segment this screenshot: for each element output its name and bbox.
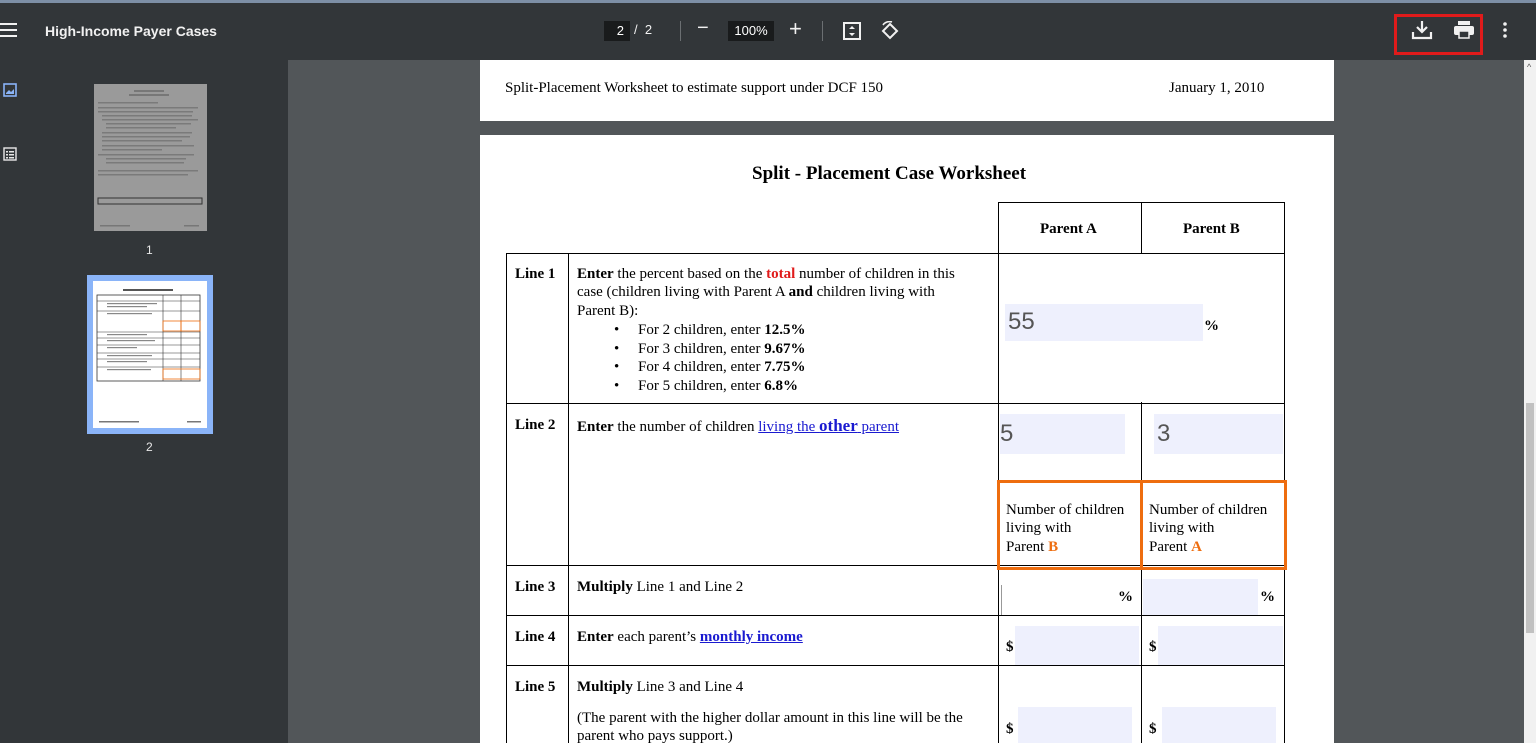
line-5-label: Line 5 bbox=[515, 679, 556, 695]
label-column-divider bbox=[568, 253, 569, 743]
thumbnail-sidebar bbox=[0, 60, 288, 743]
bullet-5-children: • For 5 children, enter 6.8% bbox=[577, 377, 805, 396]
document-viewport bbox=[288, 60, 1536, 743]
monthly-income-link[interactable]: monthly income bbox=[699, 629, 803, 645]
line-1-percent-field[interactable]: 55 bbox=[1005, 304, 1203, 341]
row-divider bbox=[506, 615, 1285, 616]
row-divider bbox=[506, 253, 1285, 254]
line-3-percent-sign-a: % bbox=[1118, 589, 1133, 605]
line-4-currency-a: $ bbox=[1006, 639, 1014, 655]
document-title: High-Income Payer Cases bbox=[45, 23, 217, 39]
line-4-parent-b-field[interactable] bbox=[1158, 626, 1283, 665]
table-left-border bbox=[506, 253, 507, 743]
page-number-input[interactable]: 2 bbox=[604, 21, 630, 41]
column-header-parent-b: Parent B bbox=[1183, 221, 1240, 237]
line-3-percent-sign-b: % bbox=[1260, 589, 1275, 605]
page-2 bbox=[480, 135, 1334, 743]
line-4-currency-b: $ bbox=[1149, 639, 1157, 655]
row-divider bbox=[506, 665, 1285, 666]
zoom-level-input[interactable]: 100% bbox=[728, 21, 774, 41]
line-2-parent-b-field[interactable]: 3 bbox=[1154, 414, 1283, 454]
line-3-parent-a-field[interactable] bbox=[1001, 585, 1116, 615]
thumbnails-view-icon[interactable] bbox=[3, 83, 17, 102]
line-2-instruction: Enter the number of children living the other parent bbox=[577, 416, 899, 435]
worksheet-title: Split - Placement Case Worksheet bbox=[752, 163, 1027, 184]
line-2-note-a-1: Number of children bbox=[1006, 502, 1125, 518]
bullet-2-children: • For 2 children, enter 12.5% bbox=[577, 321, 805, 340]
line-3-parent-b-field[interactable] bbox=[1143, 579, 1258, 615]
page-count: 2 bbox=[644, 22, 653, 37]
page-1-bottom bbox=[480, 60, 1334, 121]
line-5-parent-b-field[interactable] bbox=[1162, 707, 1276, 743]
rotate-icon[interactable] bbox=[880, 21, 900, 46]
line-4-label: Line 4 bbox=[515, 629, 556, 645]
page-separator: / bbox=[634, 22, 638, 37]
line-2-note-b-1: Number of children bbox=[1149, 502, 1268, 518]
pdf-toolbar bbox=[0, 3, 1536, 60]
line-1-instruction-3: Parent B): bbox=[577, 303, 639, 319]
column-header-parent-a: Parent A bbox=[1040, 221, 1097, 237]
scroll-up-arrow-icon[interactable]: ^ bbox=[1527, 62, 1532, 72]
page-thumbnail-2-image bbox=[93, 281, 207, 428]
outline-view-icon[interactable] bbox=[3, 147, 17, 166]
line-5-parent-a-field[interactable] bbox=[1018, 707, 1132, 743]
toolbar-divider bbox=[822, 21, 823, 41]
page-footer-date: January 1, 2010 bbox=[1169, 80, 1265, 96]
line-2-note-b-3: Parent A bbox=[1149, 539, 1202, 555]
bullet-4-children: • For 4 children, enter 7.75% bbox=[577, 358, 805, 377]
line-5-currency-b: $ bbox=[1149, 721, 1157, 737]
menu-icon[interactable] bbox=[0, 21, 18, 39]
vertical-scrollbar[interactable] bbox=[1524, 60, 1536, 743]
page-thumbnail-2-selected[interactable] bbox=[87, 275, 213, 434]
line-4-parent-a-field[interactable] bbox=[1015, 626, 1139, 665]
zoom-out-button[interactable]: − bbox=[697, 17, 709, 39]
line-5-note-1: (The parent with the higher dollar amount in this line will be the bbox=[577, 710, 963, 726]
highlight-box-download-print bbox=[1394, 14, 1483, 55]
line-1-label: Line 1 bbox=[515, 266, 556, 282]
line-3-label: Line 3 bbox=[515, 579, 556, 595]
line-5-instruction: Multiply Line 3 and Line 4 bbox=[577, 679, 744, 695]
line-1-bullet-list bbox=[577, 321, 805, 395]
page-thumbnail-1[interactable] bbox=[94, 84, 207, 231]
line-1-instruction: Enter the percent based on the total number of children in this bbox=[577, 266, 955, 282]
page-footer-left: Split-Placement Worksheet to estimate support under DCF 150 bbox=[505, 80, 884, 96]
line-2-note-a-2: living with bbox=[1006, 520, 1072, 536]
line-4-instruction: Enter each parent’s monthly income bbox=[577, 629, 803, 645]
thumbnail-label-2: 2 bbox=[146, 440, 153, 454]
more-options-icon[interactable] bbox=[1503, 21, 1507, 44]
line-2-parent-a-field[interactable]: 5 bbox=[1000, 414, 1125, 454]
bullet-3-children: • For 3 children, enter 9.67% bbox=[577, 340, 805, 359]
row-divider bbox=[506, 403, 1285, 404]
line-2-note-a-3: Parent B bbox=[1006, 539, 1059, 555]
toolbar-divider bbox=[680, 21, 681, 41]
line-2-label: Line 2 bbox=[515, 417, 556, 433]
thumbnail-label-1: 1 bbox=[146, 243, 153, 257]
line-1-instruction-2: case (children living with Parent A and children living with bbox=[577, 284, 935, 300]
fit-to-page-icon[interactable] bbox=[843, 22, 861, 45]
line-3-instruction: Multiply Line 1 and Line 2 bbox=[577, 579, 744, 595]
zoom-in-button[interactable]: + bbox=[789, 16, 802, 41]
line-5-currency-a: $ bbox=[1006, 721, 1014, 737]
page-total bbox=[634, 22, 652, 37]
line-2-note-b-2: living with bbox=[1149, 520, 1215, 536]
scrollbar-thumb[interactable] bbox=[1526, 403, 1534, 633]
line-1-percent-sign: % bbox=[1204, 318, 1219, 334]
living-other-parent-link[interactable]: living the other parent bbox=[758, 416, 899, 435]
line-5-note-2: parent who pays support.) bbox=[577, 728, 733, 743]
